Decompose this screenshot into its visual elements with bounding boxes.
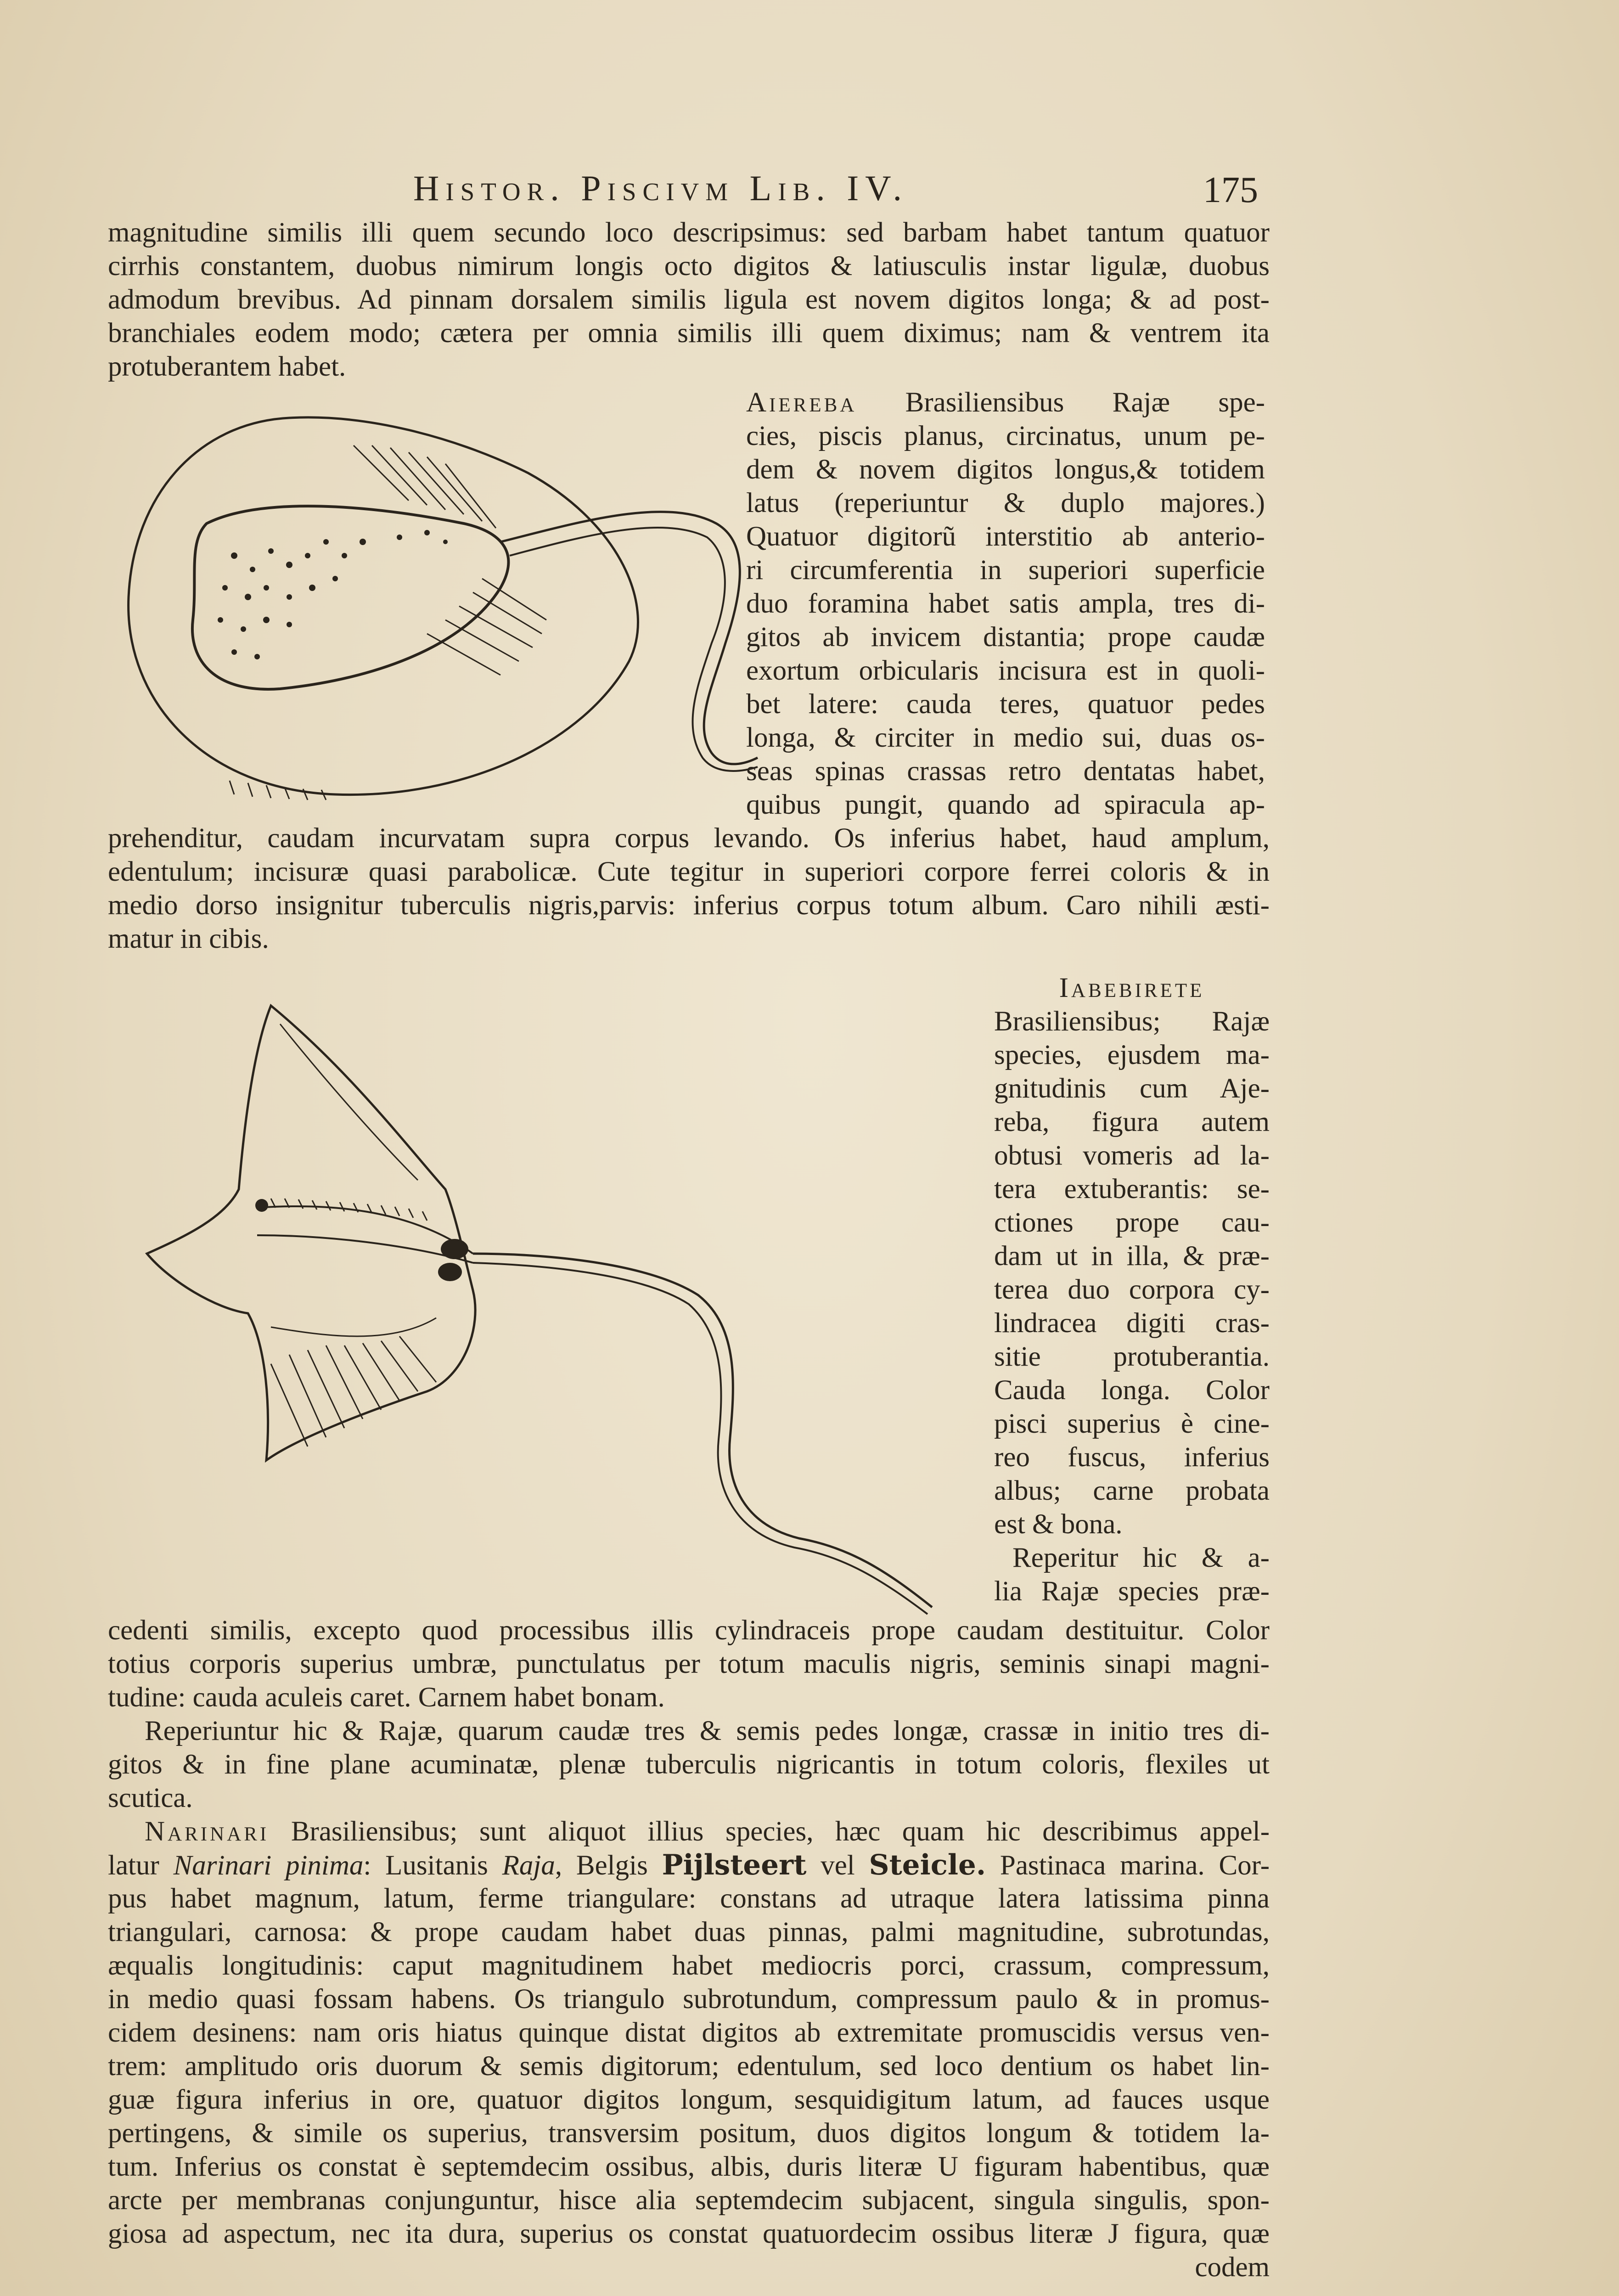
text-line: magnitudine similis illi quem secundo loco descripsimus: sed barbam habet tantum quatuor [108,217,1270,248]
text-line: gnitudinis cum Aje- [994,1073,1270,1104]
aiereba-continued-text [108,822,1270,956]
running-header [0,163,1619,214]
text-line: scutica. [108,1783,193,1813]
text-line: tum. Inferius os constat è septemdecim ossibus, albis, duris literæ U figuram habentibus, quæ [108,2151,1270,2182]
text-line: arcte per membranas conjunguntur, hisce alia septemdecim subjacent, singula singulis, spon- [108,2185,1270,2216]
text-line: reo fuscus, inferius [994,1442,1270,1473]
text-line: duo foramina habet satis ampla, tres di- [746,588,1265,619]
species-name-narinari: Narinari [145,1816,270,1847]
text-line: branchiales eodem modo; cætera per omnia similis illi quem diximus; nam & ventrem ita [108,318,1270,349]
text-line: gitos & in fine plane acuminatæ, plenæ tuberculis nigricantis in totum coloris, flexiles ut [108,1749,1270,1780]
text-line: sitie protuberantia. [994,1341,1270,1372]
aiereba-ray-drawing [115,404,767,817]
text-line: protuberantem habet. [108,351,346,382]
text-line: trem: amplitudo oris duorum & semis digitorum; edentulum, sed loco dentium os habet lin- [108,2051,1270,2082]
text-line: cidem desinens: nam oris hiatus quinque distat digitos ab extremitate promuscidis versus ven- [108,2017,1270,2048]
blackletter-word: Pijlsteert [662,1849,807,1881]
text-line: obtusi vomeris ad la- [994,1140,1270,1171]
text-line: reba, figura autem [994,1107,1270,1137]
text-line: Brasiliensibus; Rajæ [994,1006,1270,1037]
aiereba-side-text [746,386,1265,822]
text-line: Quatuor digitorũ interstitio ab anterio- [746,521,1265,552]
iabebirete-continued-text [108,1614,1270,1714]
text-line: pertingens, & simile os superius, transversim positum, duos digitos longum & totidem la- [108,2118,1270,2149]
catchword: codem [1195,2252,1270,2283]
species-name-iabebirete: Iabebirete [1059,973,1205,1003]
text-line: seas spinas crassas retro dentatas habet, [746,756,1265,787]
text-line: quibus pungit, quando ad spiracula ap- [746,789,1265,820]
text-line: giosa ad aspectum, nec ita dura, superius os constat quatuordecim ossibus literæ J figura, quæ [108,2218,1270,2249]
aiereba-illustration [115,404,767,817]
text-line: guæ figura inferius in ore, quatuor digitos longum, sesquidigitum latum, ad fauces usque [108,2084,1270,2115]
running-title: Histor. Piscivm Lib. IV. [413,168,909,208]
text-line: tera extuberantis: se- [994,1174,1270,1204]
text-line: cirrhis constantem, duobus nimirum longis octo digitos & latiusculis instar ligulæ, duobus [108,251,1270,281]
text-line: Aiereba Brasiliensibus Rajæ spe- [746,387,1265,418]
text-line: lindracea digiti cras- [994,1308,1270,1339]
text-line: gitos ab invicem distantia; prope caudæ [746,622,1265,653]
text-line: ctiones prope cau- [994,1207,1270,1238]
text-line: latus (reperiuntur & duplo majores.) [746,488,1265,518]
iabebirete-illustration [133,996,1006,1649]
text-line: bet latere: cauda teres, quatuor pedes [746,689,1265,720]
text-line: albus; carne probata [994,1475,1270,1506]
intro-paragraph [108,216,1270,383]
text-line: Reperitur hic & a- [1012,1542,1270,1573]
species-name-narinari-pinima: Narinari pinima [173,1850,364,1881]
iabebirete-side-text [994,971,1270,1608]
text-line: medio dorso insignitur tuberculis nigris,parvis: inferius corpus totum album. Caro nihili æsti- [108,890,1270,921]
text-line: est & bona. [994,1509,1123,1540]
text-line: ri circumferentia in superiori superficie [746,555,1265,585]
text-line: longa, & circiter in medio sui, duas os- [746,722,1265,753]
text-line: exortum orbicularis incisura est in quoli- [746,655,1265,686]
text-line: totius corporis superius umbræ, punctulatus per totum maculis nigris, seminis sinapi magni- [108,1649,1270,1679]
text-line: tudine: cauda aculeis caret. Carnem habet bonam. [108,1682,665,1713]
text-line: cies, piscis planus, circinatus, unum pe- [746,421,1265,451]
narinari-paragraph [108,1815,1270,2284]
text-line: triangulari, carnosa: & prope caudam habet duas pinnas, palmi magnitudine, subrotundas, [108,1917,1270,1947]
text-line: terea duo corpora cy- [994,1274,1270,1305]
text-line: dam ut in illa, & præ- [994,1241,1270,1272]
text-line: species, ejusdem ma- [994,1040,1270,1070]
text-line: pisci superius è cine- [994,1408,1270,1439]
page-number: 175 [1203,170,1258,210]
text-line: Narinari Brasiliensibus; sunt aliquot illius species, hæc quam hic describimus appel- [145,1816,1270,1847]
reperiuntur-paragraph [108,1714,1270,1815]
text-line: Reperiuntur hic & Rajæ, quarum caudæ tres & semis pedes longæ, crassæ in initio tres di- [145,1716,1270,1746]
text-line: latur Narinari pinima: Lusitanis Raja, Belgis Pijlsteert vel Steicle. Pastinaca marina. Cor- [108,1849,1270,1881]
text-line: pus habet magnum, latum, ferme triangulare: constans ad utraque latera latissima pinna [108,1883,1270,1914]
text-line: æqualis longitudinis: caput magnitudinem habet mediocris porci, crassum, compressum, [108,1950,1270,1981]
text-line: matur in cibis. [108,923,269,954]
text-line: cedenti similis, excepto quod processibus illis cylindraceis prope caudam destituitur. Color [108,1615,1270,1646]
text-line: dem & novem digitos longus,& totidem [746,454,1265,485]
text-line: edentulum; incisuræ quasi parabolicæ. Cute tegitur in superiori corpore ferrei coloris & in [108,856,1270,887]
text-line: admodum brevibus. Ad pinnam dorsalem similis ligula est novem digitos longa; & ad post- [108,284,1270,315]
text-line: prehenditur, caudam incurvatam supra corpus levando. Os inferius habet, haud amplum, [108,823,1270,854]
species-name-aiereba: Aiereba [746,387,857,418]
blackletter-word: Steicle. [869,1849,986,1881]
text-line: in medio quasi fossam habens. Os triangulo subrotundum, compressum paulo & in promus- [108,1984,1270,2015]
text-line: lia Rajæ species præ- [994,1576,1270,1607]
iabebirete-ray-drawing [133,996,1006,1649]
text-line: Cauda longa. Color [994,1375,1270,1406]
